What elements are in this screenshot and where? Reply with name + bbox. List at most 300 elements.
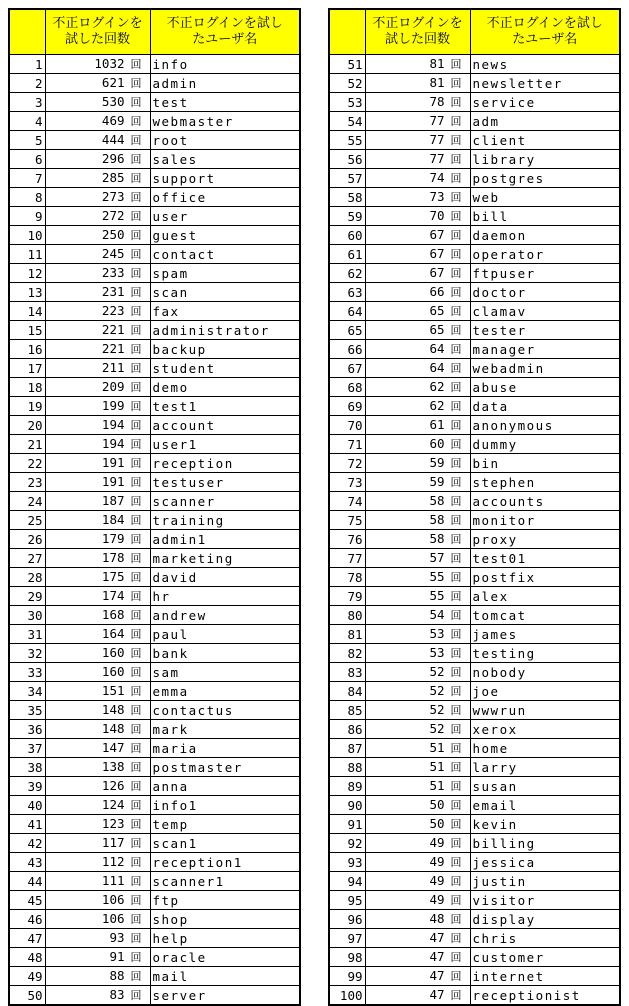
username-cell: monitor bbox=[470, 511, 620, 530]
table-row bbox=[9, 435, 300, 454]
username-cell: mail bbox=[150, 967, 300, 986]
count-value: 58 bbox=[429, 531, 445, 546]
table-row bbox=[9, 169, 300, 188]
count-unit: 回 bbox=[450, 704, 462, 717]
username-cell: support bbox=[150, 169, 300, 188]
table-row bbox=[329, 872, 620, 891]
username-cell: test bbox=[150, 93, 300, 112]
count-unit: 回 bbox=[450, 761, 462, 774]
count-header: 不正ログインを 試した回数 bbox=[365, 9, 470, 55]
count-value: 245 bbox=[101, 246, 125, 261]
rank-cell: 100 bbox=[329, 986, 365, 1006]
count-unit: 回 bbox=[450, 628, 462, 641]
count-value: 47 bbox=[429, 949, 445, 964]
username-cell: data bbox=[470, 397, 620, 416]
count-unit: 回 bbox=[450, 647, 462, 660]
table-row bbox=[329, 245, 620, 264]
username-cell: andrew bbox=[150, 606, 300, 625]
count-cell bbox=[45, 473, 150, 492]
count-value: 191 bbox=[101, 455, 125, 470]
rank-cell: 12 bbox=[9, 264, 45, 283]
count-cell bbox=[365, 530, 470, 549]
rank-cell: 32 bbox=[9, 644, 45, 663]
username-cell: manager bbox=[470, 340, 620, 359]
count-unit: 回 bbox=[450, 970, 462, 983]
rank-cell: 1 bbox=[9, 55, 45, 74]
count-cell bbox=[45, 226, 150, 245]
count-cell bbox=[365, 701, 470, 720]
rank-cell: 31 bbox=[9, 625, 45, 644]
count-unit: 回 bbox=[450, 305, 462, 318]
count-unit: 回 bbox=[450, 989, 462, 1002]
count-unit: 回 bbox=[450, 856, 462, 869]
count-value: 621 bbox=[101, 75, 125, 90]
username-cell: info bbox=[150, 55, 300, 74]
table-row bbox=[329, 454, 620, 473]
count-cell bbox=[45, 169, 150, 188]
count-unit: 回 bbox=[450, 324, 462, 337]
table-row bbox=[9, 625, 300, 644]
rank-cell: 72 bbox=[329, 454, 365, 473]
count-unit: 回 bbox=[130, 476, 142, 489]
username-cell: mark bbox=[150, 720, 300, 739]
count-unit: 回 bbox=[450, 96, 462, 109]
table-row bbox=[329, 74, 620, 93]
username-cell: bill bbox=[470, 207, 620, 226]
count-value: 211 bbox=[101, 360, 125, 375]
username-cell: webmaster bbox=[150, 112, 300, 131]
count-cell bbox=[45, 720, 150, 739]
rank-cell: 36 bbox=[9, 720, 45, 739]
rank-cell: 90 bbox=[329, 796, 365, 815]
username-cell: dummy bbox=[470, 435, 620, 454]
rank-cell: 92 bbox=[329, 834, 365, 853]
rank-cell: 62 bbox=[329, 264, 365, 283]
username-cell: client bbox=[470, 131, 620, 150]
count-cell bbox=[45, 929, 150, 948]
username-cell: user bbox=[150, 207, 300, 226]
count-cell bbox=[45, 55, 150, 74]
count-value: 191 bbox=[101, 474, 125, 489]
table-row bbox=[329, 150, 620, 169]
count-value: 59 bbox=[429, 455, 445, 470]
count-value: 55 bbox=[429, 569, 445, 584]
count-unit: 回 bbox=[130, 780, 142, 793]
username-cell: scanner bbox=[150, 492, 300, 511]
count-value: 223 bbox=[101, 303, 125, 318]
count-value: 77 bbox=[429, 151, 445, 166]
count-cell bbox=[365, 397, 470, 416]
username-cell: marketing bbox=[150, 549, 300, 568]
rank-cell: 9 bbox=[9, 207, 45, 226]
count-cell bbox=[365, 74, 470, 93]
username-cell: contactus bbox=[150, 701, 300, 720]
username-cell: chris bbox=[470, 929, 620, 948]
username-cell: emma bbox=[150, 682, 300, 701]
rank-cell: 13 bbox=[9, 283, 45, 302]
table-row bbox=[9, 93, 300, 112]
rank-cell: 27 bbox=[9, 549, 45, 568]
rank-cell: 45 bbox=[9, 891, 45, 910]
count-cell bbox=[365, 929, 470, 948]
count-unit: 回 bbox=[450, 875, 462, 888]
username-cell: contact bbox=[150, 245, 300, 264]
count-unit: 回 bbox=[450, 419, 462, 432]
count-cell bbox=[45, 416, 150, 435]
count-value: 58 bbox=[429, 493, 445, 508]
username-cell: training bbox=[150, 511, 300, 530]
count-value: 52 bbox=[429, 664, 445, 679]
table-row bbox=[9, 264, 300, 283]
count-cell bbox=[365, 340, 470, 359]
count-unit: 回 bbox=[450, 476, 462, 489]
count-cell bbox=[365, 435, 470, 454]
table-row bbox=[9, 359, 300, 378]
username-cell: info1 bbox=[150, 796, 300, 815]
rank-cell: 99 bbox=[329, 967, 365, 986]
username-cell: justin bbox=[470, 872, 620, 891]
count-cell bbox=[45, 606, 150, 625]
rank-cell: 19 bbox=[9, 397, 45, 416]
count-cell bbox=[365, 359, 470, 378]
count-value: 61 bbox=[429, 417, 445, 432]
rank-cell: 63 bbox=[329, 283, 365, 302]
count-cell bbox=[365, 720, 470, 739]
count-unit: 回 bbox=[450, 894, 462, 907]
count-cell bbox=[45, 397, 150, 416]
count-cell bbox=[365, 948, 470, 967]
rank-cell: 16 bbox=[9, 340, 45, 359]
table-row bbox=[329, 644, 620, 663]
table-row bbox=[9, 112, 300, 131]
count-unit: 回 bbox=[130, 153, 142, 166]
table-row bbox=[9, 302, 300, 321]
count-cell bbox=[45, 796, 150, 815]
count-cell bbox=[45, 188, 150, 207]
count-unit: 回 bbox=[130, 210, 142, 223]
count-cell bbox=[45, 530, 150, 549]
count-value: 66 bbox=[429, 284, 445, 299]
rank-cell: 80 bbox=[329, 606, 365, 625]
count-unit: 回 bbox=[130, 742, 142, 755]
count-value: 70 bbox=[429, 208, 445, 223]
username-cell: larry bbox=[470, 758, 620, 777]
rank-cell: 86 bbox=[329, 720, 365, 739]
username-cell: daemon bbox=[470, 226, 620, 245]
rank-cell: 40 bbox=[9, 796, 45, 815]
table-row bbox=[329, 948, 620, 967]
username-cell: maria bbox=[150, 739, 300, 758]
count-unit: 回 bbox=[450, 552, 462, 565]
rank-cell: 66 bbox=[329, 340, 365, 359]
rank-cell: 64 bbox=[329, 302, 365, 321]
table-row bbox=[9, 416, 300, 435]
username-cell: news bbox=[470, 55, 620, 74]
count-cell bbox=[365, 758, 470, 777]
rank-cell: 93 bbox=[329, 853, 365, 872]
count-value: 111 bbox=[101, 873, 125, 888]
count-unit: 回 bbox=[130, 571, 142, 584]
table-row bbox=[329, 340, 620, 359]
username-cell: customer bbox=[470, 948, 620, 967]
count-unit: 回 bbox=[130, 229, 142, 242]
count-unit: 回 bbox=[130, 115, 142, 128]
username-cell: email bbox=[470, 796, 620, 815]
count-cell bbox=[365, 112, 470, 131]
table-row bbox=[9, 378, 300, 397]
count-cell bbox=[45, 644, 150, 663]
count-unit: 回 bbox=[450, 533, 462, 546]
table-row bbox=[329, 435, 620, 454]
count-cell bbox=[45, 701, 150, 720]
rank-cell: 8 bbox=[9, 188, 45, 207]
rank-cell: 25 bbox=[9, 511, 45, 530]
rank-cell: 48 bbox=[9, 948, 45, 967]
rank-cell: 87 bbox=[329, 739, 365, 758]
rank-cell: 79 bbox=[329, 587, 365, 606]
rank-cell: 35 bbox=[9, 701, 45, 720]
count-cell bbox=[45, 340, 150, 359]
username-cell: postgres bbox=[470, 169, 620, 188]
count-cell bbox=[45, 302, 150, 321]
rank-cell: 18 bbox=[9, 378, 45, 397]
username-cell: abuse bbox=[470, 378, 620, 397]
count-value: 168 bbox=[101, 607, 125, 622]
count-cell bbox=[45, 93, 150, 112]
username-cell: admin bbox=[150, 74, 300, 93]
count-unit: 回 bbox=[130, 172, 142, 185]
count-value: 138 bbox=[101, 759, 125, 774]
count-cell bbox=[365, 55, 470, 74]
table-row bbox=[329, 701, 620, 720]
count-value: 51 bbox=[429, 740, 445, 755]
count-unit: 回 bbox=[450, 381, 462, 394]
count-cell bbox=[365, 378, 470, 397]
table-row bbox=[329, 682, 620, 701]
username-cell: temp bbox=[150, 815, 300, 834]
rank-cell: 3 bbox=[9, 93, 45, 112]
count-cell bbox=[45, 131, 150, 150]
count-cell bbox=[45, 853, 150, 872]
count-unit: 回 bbox=[450, 191, 462, 204]
table-row bbox=[9, 587, 300, 606]
table-row bbox=[9, 606, 300, 625]
username-cell: paul bbox=[150, 625, 300, 644]
table-row bbox=[329, 131, 620, 150]
count-unit: 回 bbox=[450, 153, 462, 166]
table-row bbox=[9, 853, 300, 872]
table-row bbox=[9, 758, 300, 777]
count-cell bbox=[365, 739, 470, 758]
username-cell: david bbox=[150, 568, 300, 587]
rank-cell: 65 bbox=[329, 321, 365, 340]
count-cell bbox=[45, 435, 150, 454]
count-unit: 回 bbox=[130, 381, 142, 394]
username-cell: alex bbox=[470, 587, 620, 606]
count-unit: 回 bbox=[450, 495, 462, 508]
username-cell: scan bbox=[150, 283, 300, 302]
table-row bbox=[329, 663, 620, 682]
count-value: 52 bbox=[429, 683, 445, 698]
rank-cell: 4 bbox=[9, 112, 45, 131]
username-cell: doctor bbox=[470, 283, 620, 302]
username-cell: hr bbox=[150, 587, 300, 606]
table-row bbox=[9, 891, 300, 910]
count-value: 73 bbox=[429, 189, 445, 204]
count-unit: 回 bbox=[450, 666, 462, 679]
count-value: 49 bbox=[429, 854, 445, 869]
username-cell: test01 bbox=[470, 549, 620, 568]
table-row bbox=[9, 815, 300, 834]
username-cell: administrator bbox=[150, 321, 300, 340]
username-cell: oracle bbox=[150, 948, 300, 967]
count-unit: 回 bbox=[450, 837, 462, 850]
count-cell bbox=[365, 682, 470, 701]
rank-cell: 78 bbox=[329, 568, 365, 587]
username-cell: web bbox=[470, 188, 620, 207]
count-value: 221 bbox=[101, 322, 125, 337]
count-value: 123 bbox=[101, 816, 125, 831]
count-value: 112 bbox=[101, 854, 125, 869]
count-unit: 回 bbox=[450, 609, 462, 622]
table-row bbox=[329, 473, 620, 492]
table-row bbox=[9, 226, 300, 245]
rank-cell: 76 bbox=[329, 530, 365, 549]
rank-cell: 54 bbox=[329, 112, 365, 131]
count-cell bbox=[45, 283, 150, 302]
count-value: 124 bbox=[101, 797, 125, 812]
count-unit: 回 bbox=[130, 533, 142, 546]
rank-cell: 14 bbox=[9, 302, 45, 321]
table-row bbox=[9, 131, 300, 150]
count-unit: 回 bbox=[450, 115, 462, 128]
count-value: 147 bbox=[101, 740, 125, 755]
rank-cell: 5 bbox=[9, 131, 45, 150]
username-cell: test1 bbox=[150, 397, 300, 416]
table-row bbox=[9, 207, 300, 226]
rank-cell: 73 bbox=[329, 473, 365, 492]
count-value: 49 bbox=[429, 873, 445, 888]
count-value: 52 bbox=[429, 702, 445, 717]
username-cell: webadmin bbox=[470, 359, 620, 378]
rank-cell: 68 bbox=[329, 378, 365, 397]
username-header: 不正ログインを試し たユーザ名 bbox=[150, 9, 300, 55]
count-unit: 回 bbox=[130, 267, 142, 280]
table-row bbox=[329, 188, 620, 207]
count-unit: 回 bbox=[130, 457, 142, 470]
count-cell bbox=[365, 796, 470, 815]
count-unit: 回 bbox=[130, 514, 142, 527]
count-unit: 回 bbox=[450, 457, 462, 470]
count-unit: 回 bbox=[450, 685, 462, 698]
table-row bbox=[9, 986, 300, 1006]
count-value: 51 bbox=[429, 778, 445, 793]
rank-cell: 57 bbox=[329, 169, 365, 188]
table-row bbox=[329, 910, 620, 929]
count-value: 59 bbox=[429, 474, 445, 489]
username-cell: scan1 bbox=[150, 834, 300, 853]
count-unit: 回 bbox=[130, 324, 142, 337]
count-value: 60 bbox=[429, 436, 445, 451]
rank-cell: 34 bbox=[9, 682, 45, 701]
count-cell bbox=[45, 150, 150, 169]
count-value: 47 bbox=[429, 987, 445, 1002]
count-unit: 回 bbox=[450, 248, 462, 261]
count-cell bbox=[365, 606, 470, 625]
count-cell bbox=[365, 226, 470, 245]
username-cell: joe bbox=[470, 682, 620, 701]
count-unit: 回 bbox=[450, 799, 462, 812]
rank-header bbox=[329, 9, 365, 55]
count-cell bbox=[45, 948, 150, 967]
username-cell: receptionist bbox=[470, 986, 620, 1006]
table-row bbox=[329, 986, 620, 1006]
rank-cell: 84 bbox=[329, 682, 365, 701]
count-value: 67 bbox=[429, 227, 445, 242]
count-cell bbox=[45, 568, 150, 587]
count-cell bbox=[45, 986, 150, 1006]
username-cell: wwwrun bbox=[470, 701, 620, 720]
table-row bbox=[329, 378, 620, 397]
rank-cell: 43 bbox=[9, 853, 45, 872]
rank-cell: 49 bbox=[9, 967, 45, 986]
username-cell: ftpuser bbox=[470, 264, 620, 283]
rank-cell: 20 bbox=[9, 416, 45, 435]
table-row bbox=[9, 910, 300, 929]
count-value: 148 bbox=[101, 702, 125, 717]
count-cell bbox=[45, 834, 150, 853]
table-row bbox=[9, 150, 300, 169]
count-cell bbox=[365, 549, 470, 568]
rank-cell: 71 bbox=[329, 435, 365, 454]
table-row bbox=[9, 188, 300, 207]
username-cell: james bbox=[470, 625, 620, 644]
username-cell: reception1 bbox=[150, 853, 300, 872]
table-row bbox=[9, 701, 300, 720]
count-cell bbox=[365, 131, 470, 150]
count-unit: 回 bbox=[130, 419, 142, 432]
username-cell: tester bbox=[470, 321, 620, 340]
count-cell bbox=[365, 967, 470, 986]
table-row bbox=[329, 739, 620, 758]
count-cell bbox=[45, 758, 150, 777]
username-cell: admin1 bbox=[150, 530, 300, 549]
rank-cell: 33 bbox=[9, 663, 45, 682]
table-row bbox=[9, 321, 300, 340]
rank-cell: 55 bbox=[329, 131, 365, 150]
rank-cell: 82 bbox=[329, 644, 365, 663]
rank-cell: 10 bbox=[9, 226, 45, 245]
count-value: 285 bbox=[101, 170, 125, 185]
count-unit: 回 bbox=[450, 438, 462, 451]
table-row bbox=[329, 530, 620, 549]
count-unit: 回 bbox=[130, 134, 142, 147]
rank-header bbox=[9, 9, 45, 55]
count-unit: 回 bbox=[130, 951, 142, 964]
count-cell bbox=[365, 644, 470, 663]
count-cell bbox=[365, 777, 470, 796]
rank-cell: 51 bbox=[329, 55, 365, 74]
rank-cell: 95 bbox=[329, 891, 365, 910]
username-cell: testuser bbox=[150, 473, 300, 492]
count-value: 50 bbox=[429, 797, 445, 812]
count-cell bbox=[365, 663, 470, 682]
count-unit: 回 bbox=[450, 932, 462, 945]
count-unit: 回 bbox=[130, 438, 142, 451]
username-cell: student bbox=[150, 359, 300, 378]
username-cell: backup bbox=[150, 340, 300, 359]
count-value: 65 bbox=[429, 303, 445, 318]
